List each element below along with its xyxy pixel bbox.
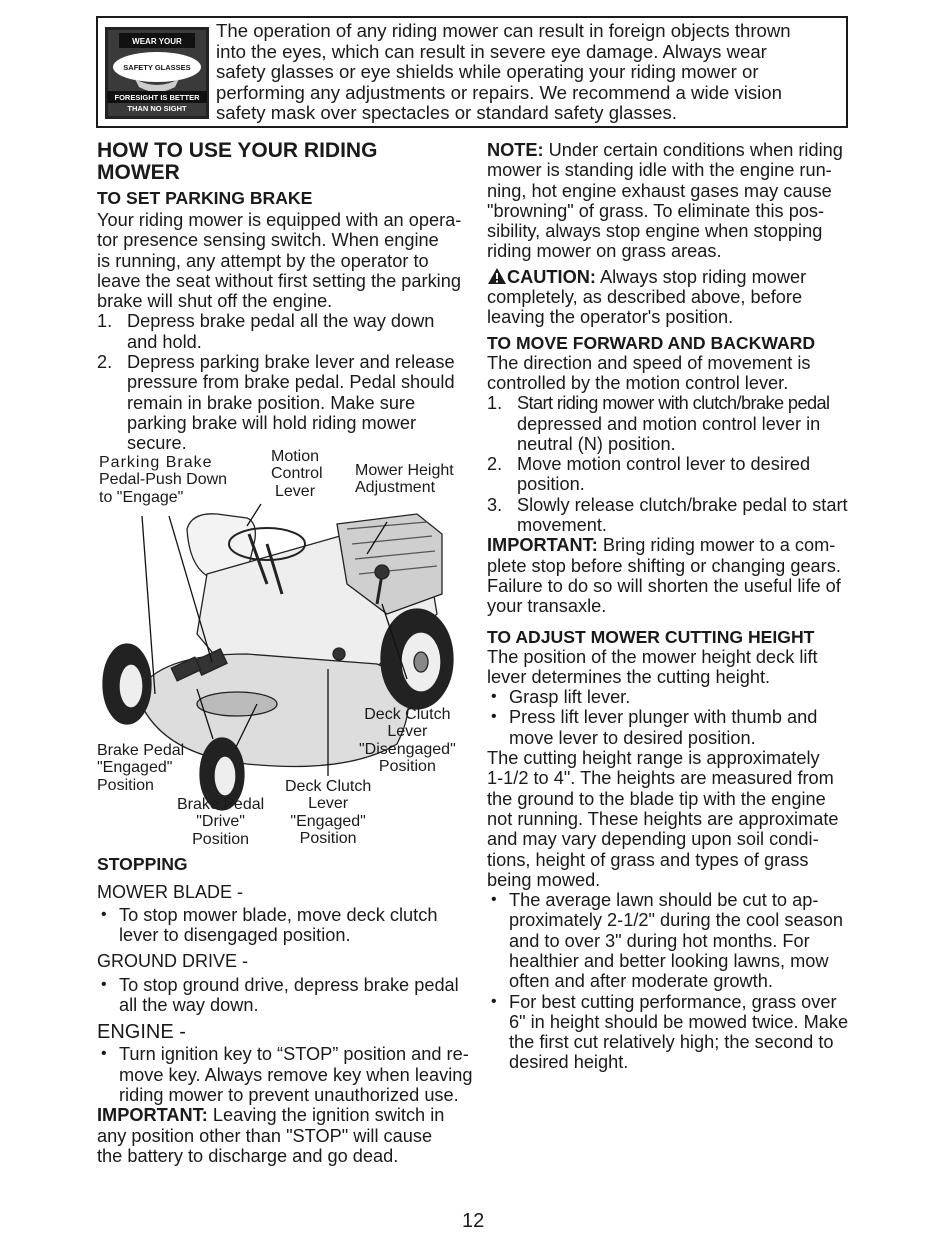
stopping-heading: STOPPING [97, 853, 188, 874]
warning-text [216, 21, 846, 124]
height-bullet-4: • For best cutting performance, grass over 6" in height should be mowed twice. Make the first cut relatively high; the second to desired height. [491, 991, 849, 1073]
move-step-1: 1. Start riding mower with clutch/brake pedal depressed and motion control lever in neutral (N) position. [487, 393, 830, 454]
engine-heading: ENGINE - [97, 1021, 186, 1044]
parking-step-1: 1. Depress brake pedal all the way down and hold. [97, 311, 435, 352]
icon-text-middle: SAFETY GLASSES [123, 63, 191, 72]
height-bullet-3: • The average lawn should be cut to ap- proximately 2-1/2" during the cool season and to over 3" during hot months. For healthier and better looking lawns, mow often and after moderate growth. [491, 890, 844, 992]
page-number: 12 [462, 1210, 485, 1232]
move-step-3: 3. Slowly release clutch/brake pedal to start movement. [487, 494, 848, 536]
section-title: HOW TO USE YOUR RIDING MOWER [97, 139, 378, 184]
label-mower-height: Mower Height Adjustment [355, 461, 454, 497]
note-paragraph: NOTE: Under certain conditions when riding [487, 140, 843, 160]
parking-brake-heading: TO SET PARKING BRAKE [97, 188, 313, 208]
safety-glasses-icon [105, 27, 209, 119]
caution-paragraph: CAUTION: Always stop riding mower [487, 267, 859, 287]
label-brake-pedal-engaged: Brake Pedal "Engaged" Position [97, 741, 185, 794]
right-column: NOTE: Under certain conditions when riding mower is standing idle with the engine run- ning, hot engine exhaust gases may cause "browning" of grass. To eliminate this pos- sibility, always stop engine when stopping riding mower on grass areas. CAUTION: Always stop riding mower completely, as described above, before leaving the operator's position. TO MOVE FORWARD AND BACKWARD The direction and speed of movement is controlled by the motion control lever. 1. Start riding mower with clutch/brake pedal depressed and motion control lever in neutral (N) position. 2. Move motion control lever to desired position. 3. Slowly release clutch/brake pedal to start movement. IMPORTANT: Bring riding mower to a com- plete stop before shifting or changing gears. Failure to do so will shorten the useful life of your transaxle. TO ADJUST MOWER CUTTING HEIGHT The position of the mower height deck lift lever determines the cutting height. • Grasp lift lever. • Press lift lever plunger with thumb and move lever to desired position. The cutting height range is approximately 1-1/2 to 4". The heights are measured from the ground to the blade tip with the engine not running. These heights are approximate and may vary depending upon soil condi- tions, height of grass and types of grass being mowed. • The average lawn should be cut to ap- proximately 2-1/2" during the cool season and to over 3" during hot months. For healthier and better looking lawns, mow often and after moderate growth. • For best cutting performance, grass over 6" in height should be mowed twice. Make the first cut relatively high; the second to desired height. [487, 140, 859, 1073]
label-parking-brake: Parking Brake Pedal-Push Down to "Engage" [99, 453, 228, 506]
warning-line: safety mask over spectacles or standard safety glasses. [216, 102, 677, 123]
icon-text-bottom2: THAN NO SIGHT [127, 104, 187, 113]
left-column: HOW TO USE YOUR RIDING MOWER TO SET PARKING BRAKE Your riding mower is equipped with an opera- tor presence sensing switch. When engine is running, any attempt by the operator to leave the seat without first setting the parking brake will shut off the engine. 1. Depress brake pedal all the way down and hold. 2. Depress parking brake lever and release pressure from brake pedal. Pedal should remain in brake position. Make sure parking brake will hold riding mower secure. Parking Brake Pedal-Push Down to "Engage" Motion Control Lever Mower Height Adjustment Deck Clutch Lever "Disengaged" Position Brake Pedal "Engaged" Position Deck Clutch Lever "Engaged" Position Brake Pedal "Drive" Position STOPPING MOWER BLADE - • To stop mower blade, move deck clutch lever to disengaged position. GROUND DRIVE - • To stop ground drive, depress brake pedal all the way down. ENGINE - • Turn ignition key to “STOP” position and re- move key. Always remove key when leaving riding mower to prevent unauthorized use. IMPORTANT: Leaving the ignition switch in any position other than "STOP" will cause the battery to discharge and go dead. [97, 139, 473, 1166]
ground-drive-bullet: • To stop ground drive, depress brake pedal all the way down. [101, 974, 459, 1016]
icon-text-top: WEAR YOUR [132, 37, 182, 46]
engine-bullet: • Turn ignition key to “STOP” position and re- move key. Always remove key when leaving riding mower to prevent unauthorized use. [101, 1044, 473, 1105]
cutting-height-heading: TO ADJUST MOWER CUTTING HEIGHT [487, 626, 815, 647]
caution-warning-icon [487, 267, 507, 289]
move-heading: TO MOVE FORWARD AND BACKWARD [487, 332, 816, 353]
move-important: IMPORTANT: Bring riding mower to a com- [487, 535, 836, 556]
icon-text-bottom1: FORESIGHT IS BETTER [114, 93, 200, 102]
warning-line: The operation of any riding mower can result in foreign objects thrown [216, 20, 791, 41]
label-deck-clutch-engaged: Deck Clutch Lever "Engaged" Position [285, 777, 372, 848]
move-step-2: 2. Move motion control lever to desired position. [487, 454, 811, 495]
safety-glasses-warning [96, 16, 848, 128]
mower-controls-figure [97, 447, 469, 850]
parking-intro: Your riding mower is equipped with an opera- tor presence sensing switch. When engine is running, any attempt by the operator to leave the seat without first setting the parking brake will shut off the engine. [97, 210, 462, 312]
ground-drive-heading: GROUND DRIVE - [97, 951, 249, 972]
height-bullet-1: • Grasp lift lever. [491, 687, 631, 708]
warning-line: performing any adjustments or repairs. We recommend a wide vision [216, 81, 782, 103]
height-bullet-2: • Press lift lever plunger with thumb and move lever to desired position. [491, 707, 818, 748]
warning-line: safety glasses or eye shields while operating your riding mower or [216, 61, 759, 82]
mower-blade-bullet: • To stop mower blade, move deck clutch lever to disengaged position. [101, 904, 438, 946]
parking-step-2: 2. Depress parking brake lever and release pressure from brake pedal. Pedal should remain in brake position. Make sure parking brake will hold riding mower secure. [97, 352, 455, 454]
height-body: The cutting height range is approximately 1-1/2 to 4". The heights are measured from the ground to the blade tip with the engine not running. These heights are approximate and may vary depending upon soil condi- tions, height of grass and types of grass being mowed. [487, 748, 839, 890]
warning-line: into the eyes, which can result in severe eye damage. Always wear [216, 40, 767, 62]
label-motion-control: Motion Control Lever [271, 447, 323, 500]
label-brake-pedal-drive: Brake Pedal "Drive" Position [177, 795, 265, 848]
label-deck-clutch-disengaged: Deck Clutch Lever "Disengaged" Position [359, 705, 456, 776]
mower-blade-heading: MOWER BLADE - [97, 881, 244, 902]
engine-important: IMPORTANT: Leaving the ignition switch in [97, 1105, 445, 1126]
